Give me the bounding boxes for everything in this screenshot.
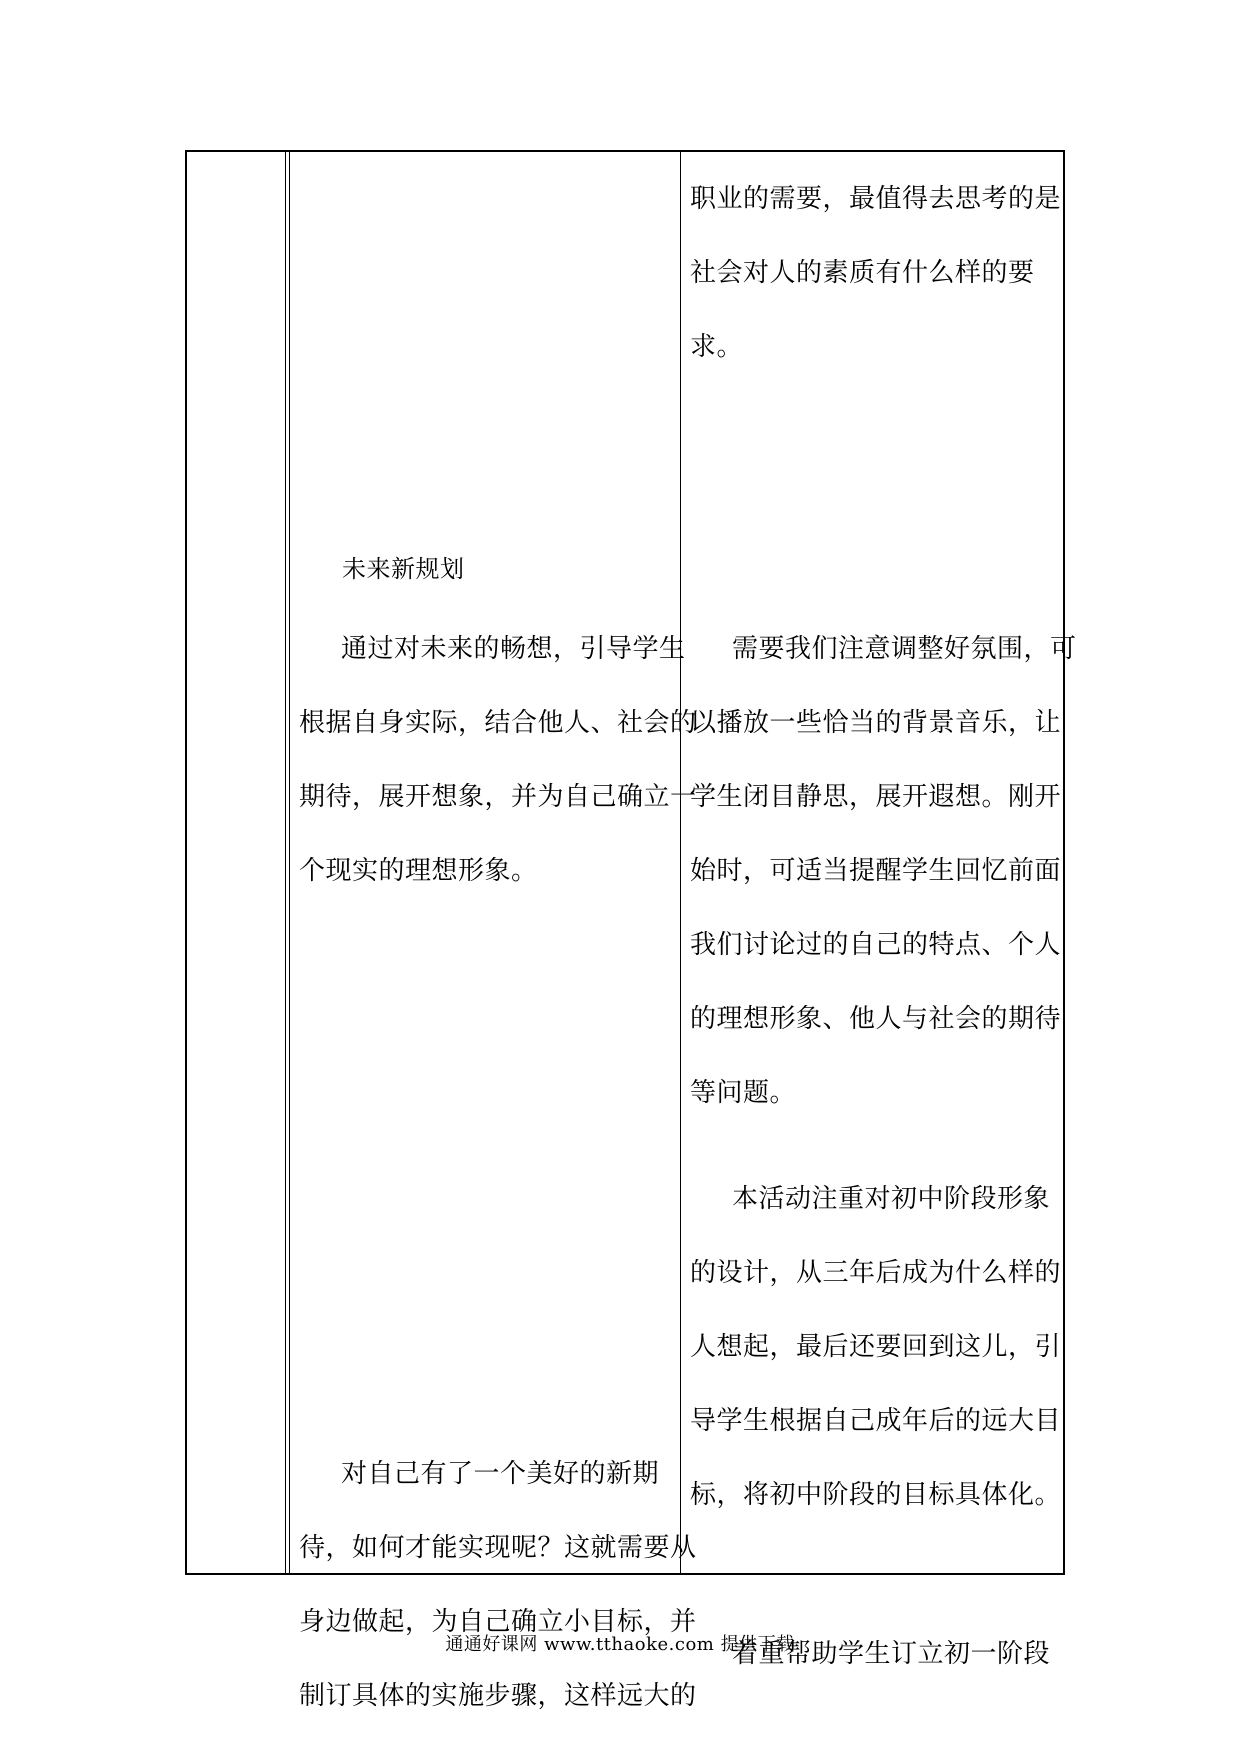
section-heading: 未来新规划: [342, 555, 465, 583]
middle-paragraph-2: 对自己有了一个美好的新期 待，如何才能实现呢？这就需要从 身边做起，为自己确立小目标，并 制订具体的实施步骤，这样远大的: [299, 1459, 697, 1711]
right-paragraph-2: 需要我们注意调整好氛围，可 以播放一些恰当的背景音乐，让 学生闭目静思，展开遐想。刚开 始时，可适当提醒学生回忆前面 我们讨论过的自己的特点、个人 的理想形象、他人与社会的期待 等问题。: [690, 634, 1077, 1108]
right-paragraph-1: 职业的需要，最值得去思考的是 社会对人的素质有什么样的要 求。: [690, 184, 1062, 362]
right-paragraph-4: 着重帮助学生订立初一阶段: [732, 1639, 1051, 1669]
column-divider: [289, 152, 290, 1573]
footer-credit: 通通好课网 www.tthaoke.com 提供下载: [445, 1634, 795, 1655]
right-paragraph-3: 本活动注重对初中阶段形象 的设计，从三年后成为什么样的 人想起，最后还要回到这儿，引 导学生根据自己成年后的远大目 标，将初中阶段的目标具体化。: [690, 1184, 1062, 1510]
middle-paragraph-1: 通过对未来的畅想，引导学生 根据自身实际，结合他人、社会的 期待，展开想象，并为自己确立一 个现实的理想形象。: [299, 634, 697, 886]
column-divider: [285, 152, 286, 1573]
